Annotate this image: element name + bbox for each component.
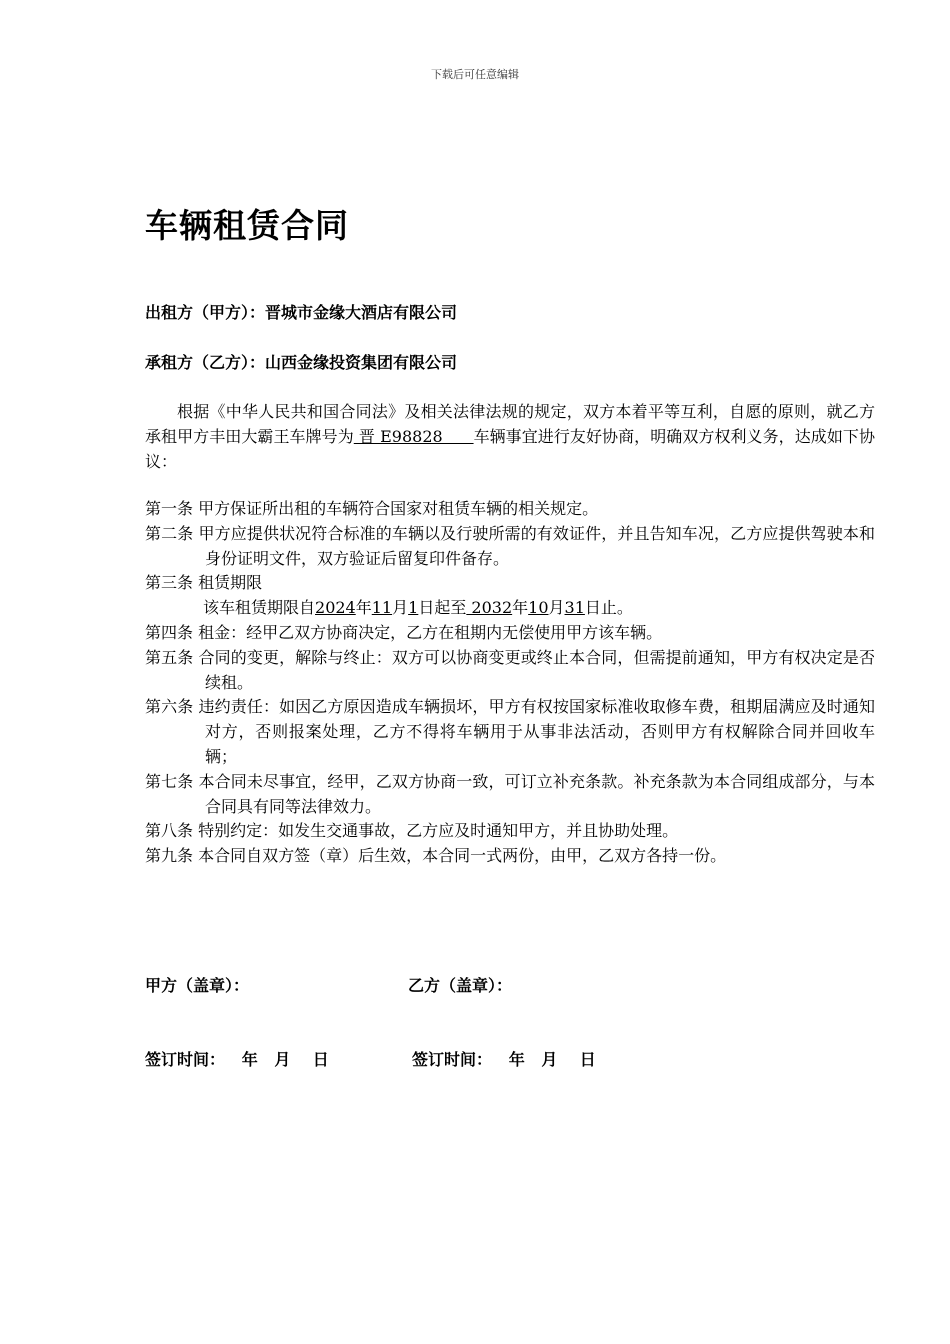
day-end-text: 日止。 bbox=[584, 598, 633, 618]
lease-term-line bbox=[145, 596, 875, 621]
preamble-paragraph bbox=[145, 399, 875, 474]
month-char: 月 bbox=[392, 598, 409, 618]
day-from-text: 日起至 bbox=[418, 598, 467, 618]
clause-4: 第四条 租金：经甲乙双方协商决定，乙方在租期内无偿使用甲方该车辆。 bbox=[145, 622, 663, 642]
preamble-block bbox=[145, 399, 875, 474]
header-note: 下载后可任意编辑 bbox=[431, 68, 519, 81]
year-char: 年 bbox=[355, 598, 372, 618]
clause-7: 第七条 本合同未尽事宜，经甲，乙双方协商一致，可订立补充条款。补充条款为本合同组成部分，与本合同具有同等法律效力。 bbox=[145, 771, 875, 816]
party-a-seal: 甲方（盖章）： bbox=[145, 976, 250, 995]
month-char-2: 月 bbox=[548, 598, 565, 618]
clause-9: 第九条 本合同自双方签（章）后生效，本合同一式两份，由甲，乙双方各持一份。 bbox=[145, 846, 727, 866]
preamble-text-1: 根据《中华人民共和国合同法》及相关法律法规的规定，双方本着平等互利，自愿的原则，就乙方承租甲方丰田大霸王车牌号为 bbox=[145, 402, 875, 446]
start-day: 1 bbox=[408, 598, 419, 618]
preamble-text-2: 车辆事宜进行友好协商，明确双方权利义务，达成如下协议： bbox=[145, 427, 875, 471]
lessee-line: 承租方（乙方）：山西金缘投资集团有限公司 bbox=[145, 353, 458, 372]
party-b-seal: 乙方（盖章）： bbox=[408, 976, 513, 995]
clause-2: 第二条 甲方应提供状况符合标准的车辆以及行驶所需的有效证件，并且告知车况，乙方应提供驾驶本和身份证明文件，双方验证后留复印件备存。 bbox=[145, 523, 875, 568]
year-char-2: 年 bbox=[512, 598, 529, 618]
term-prefix: 该车租赁期限自 bbox=[203, 598, 316, 618]
start-year: 2024 bbox=[315, 598, 356, 618]
clause-3: 第三条 租赁期限 bbox=[145, 573, 263, 593]
document-title: 车辆租赁合同 bbox=[145, 206, 349, 245]
clause-8: 第八条 特别约定：如发生交通事故，乙方应及时通知甲方，并且协助处理。 bbox=[145, 821, 679, 841]
clause-6: 第六条 违约责任：如因乙方原因造成车辆损坏，甲方有权按国家标准收取修车费，租期届满应及时通知对方，否则报案处理，乙方不得将车辆用于从事非法活动，否则甲方有权解除合同并回收车辆； bbox=[145, 697, 875, 766]
end-day: 31 bbox=[564, 598, 585, 618]
end-month: 10 bbox=[528, 598, 549, 618]
party-a-sign-date: 签订时间： 年 月 日 bbox=[145, 1050, 329, 1069]
end-year: 2032 bbox=[466, 598, 513, 618]
party-b-sign-date: 签订时间： 年 月 日 bbox=[412, 1050, 596, 1069]
clause-5: 第五条 合同的变更，解除与终止：双方可以协商变更或终止本合同，但需提前通知，甲方有权决定是否续租。 bbox=[145, 647, 875, 692]
clause-1: 第一条 甲方保证所出租的车辆符合国家对租赁车辆的相关规定。 bbox=[145, 499, 599, 518]
clauses-list bbox=[145, 497, 875, 869]
plate-number: 晋 E98828 bbox=[353, 427, 474, 446]
lessor-line: 出租方（甲方）：晋城市金缘大酒店有限公司 bbox=[145, 303, 458, 322]
start-month: 11 bbox=[371, 598, 393, 618]
